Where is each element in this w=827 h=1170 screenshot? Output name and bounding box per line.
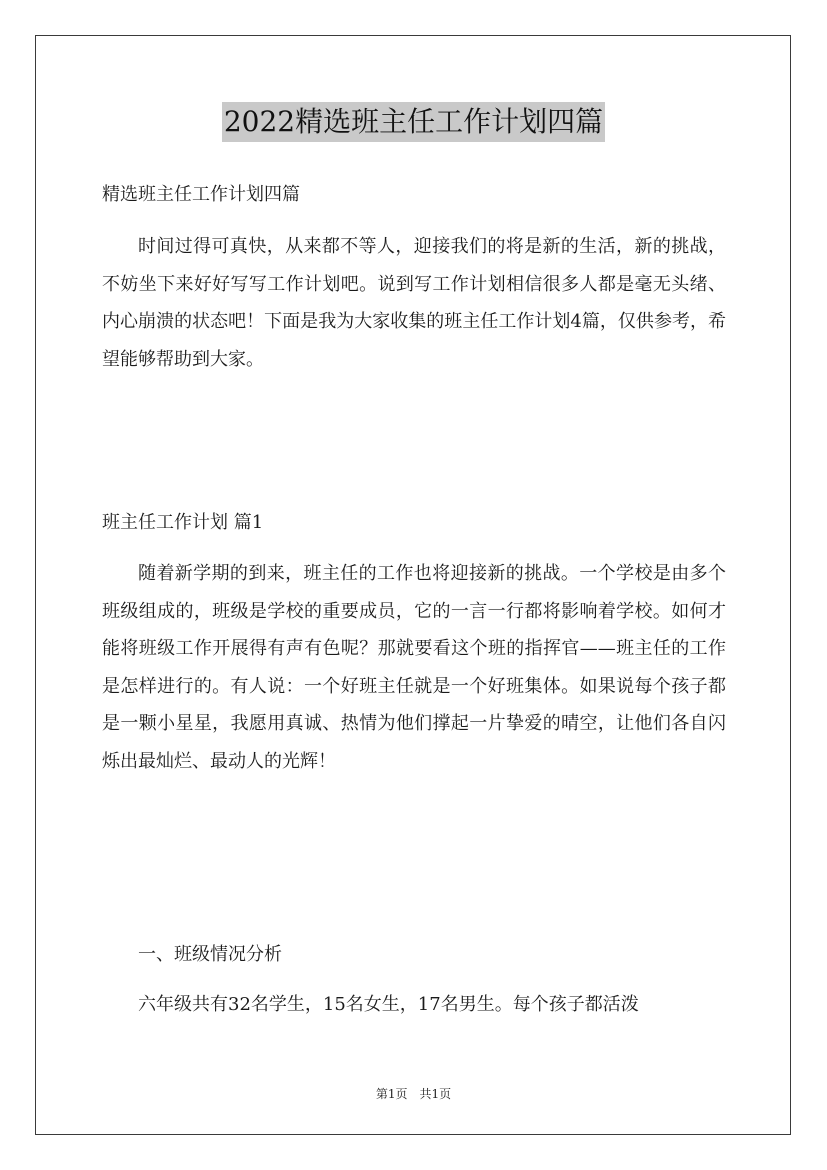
section-heading: 班主任工作计划 篇1 bbox=[102, 512, 264, 533]
document-title: 2022精选班主任工作计划四篇 bbox=[222, 102, 605, 142]
intro-block bbox=[102, 228, 726, 378]
subsection-paragraph: 六年级共有32名学生，15名女生，17名男生。每个孩子都活泼 bbox=[138, 994, 639, 1015]
section-block bbox=[102, 555, 726, 780]
subsection-heading: 一、班级情况分析 bbox=[138, 944, 282, 965]
intro-paragraph: 时间过得可真快，从来都不等人，迎接我们的将是新的生活，新的挑战，不妨坐下来好好写写工作计划吧。说到写工作计划相信很多人都是毫无头绪、内心崩溃的状态吧！下面是我为大家收集的班主任工作计划4篇，仅供参考，希望能够帮助到大家。 bbox=[102, 236, 726, 370]
subsection-block bbox=[102, 986, 726, 1024]
title-container bbox=[0, 102, 827, 142]
page-footer: 第1页 共1页 bbox=[375, 1087, 452, 1101]
document-subtitle: 精选班主任工作计划四篇 bbox=[102, 184, 300, 205]
section-paragraph: 随着新学期的到来，班主任的工作也将迎接新的挑战。一个学校是由多个班级组成的，班级是学校的重要成员，它的一言一行都将影响着学校。如何才能将班级工作开展得有声有色呢？那就要看这个班的指挥官——班主任的工作是怎样进行的。有人说：一个好班主任就是一个好班集体。如果说每个孩子都是一颗小星星，我愿用真诚、热情为他们撑起一片挚爱的晴空，让他们各自闪烁出最灿烂、最动人的光辉！ bbox=[102, 563, 726, 772]
